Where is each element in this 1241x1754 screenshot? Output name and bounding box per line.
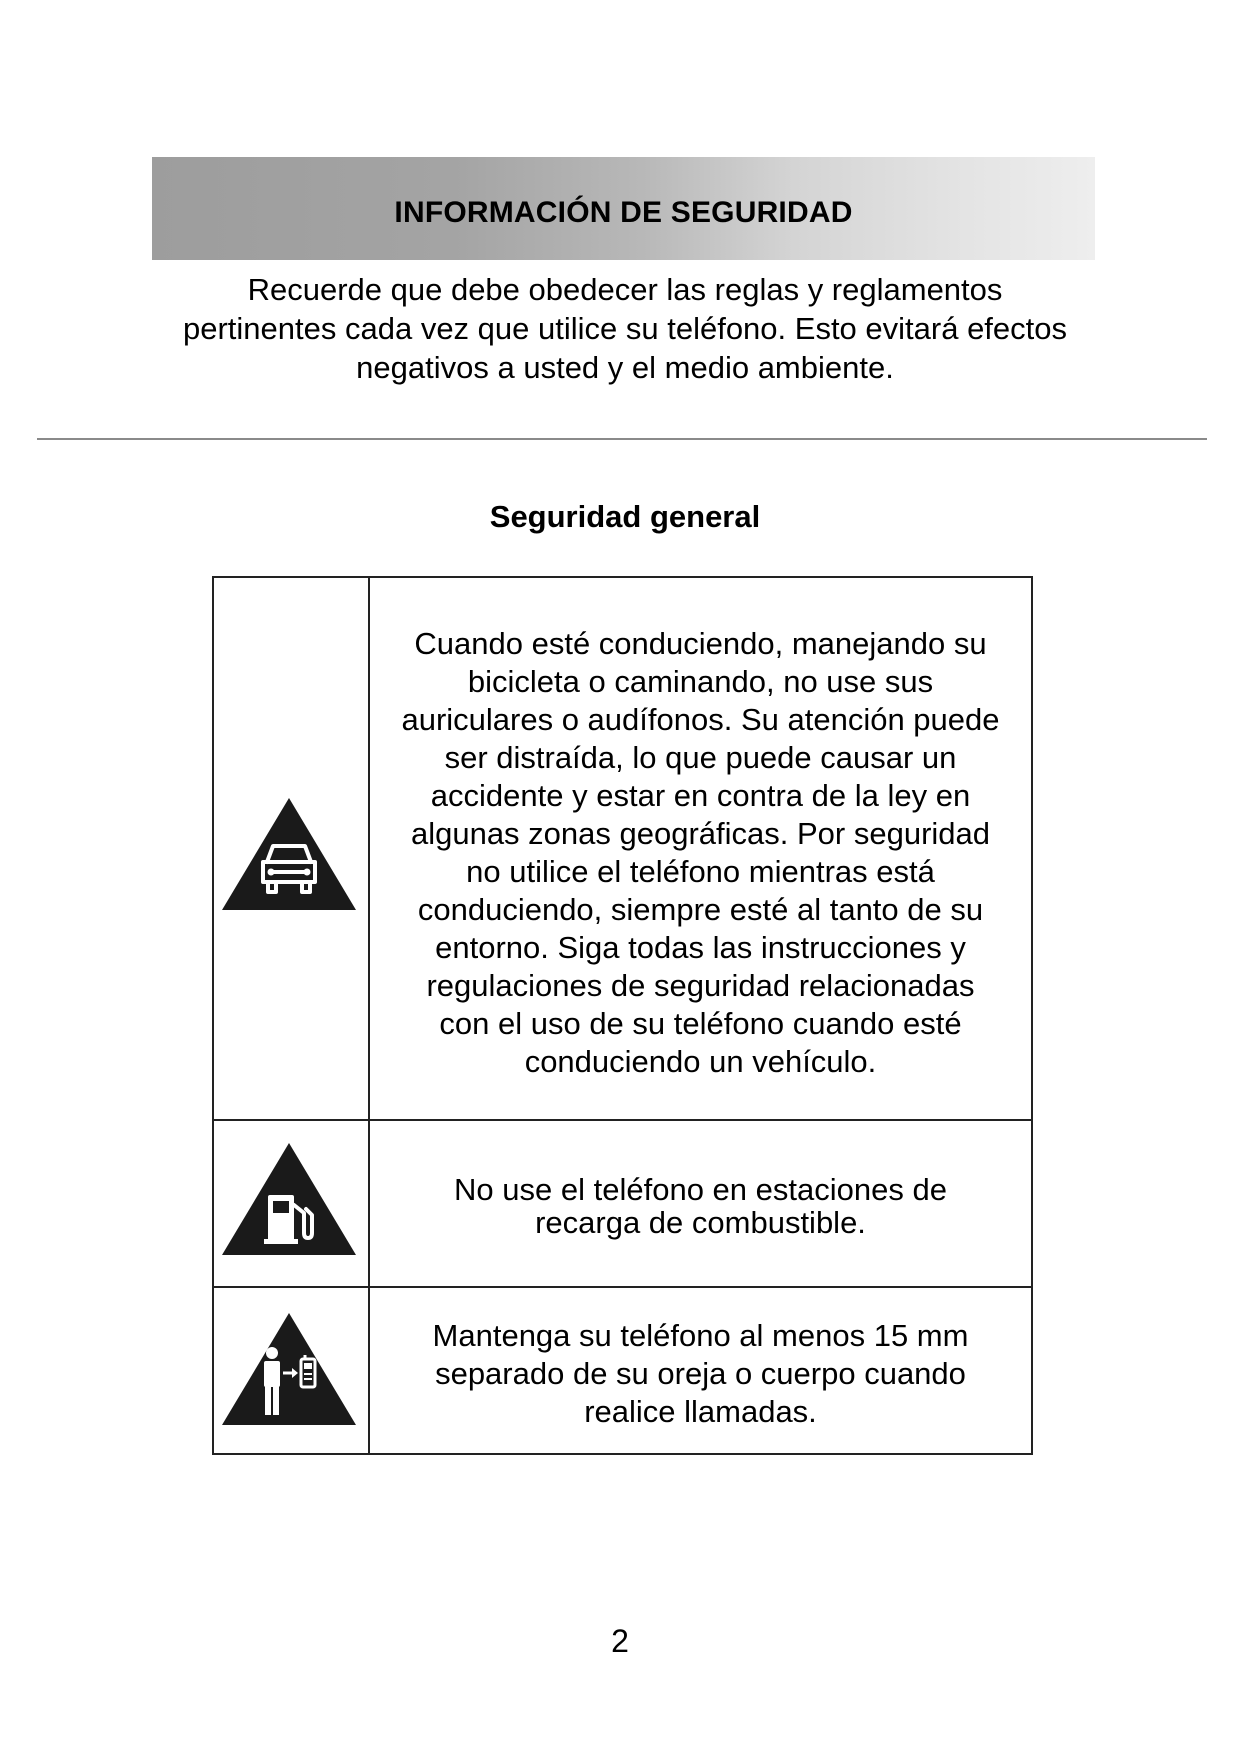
rule-text-line: regulaciones de seguridad relacionadas: [426, 968, 975, 1003]
rule-text: [370, 1121, 1031, 1286]
safety-table: [212, 576, 1033, 1455]
rule-text-line: Cuando esté conduciendo, manejando su: [414, 626, 987, 661]
rule-text-line: ser distraída, lo que puede causar un: [444, 740, 957, 775]
fuel-station-warning-icon: [220, 1141, 358, 1257]
rule-icon-cell: [214, 1121, 370, 1286]
rule-icon-cell: [214, 578, 370, 1119]
rule-text: [370, 578, 1031, 1119]
section-divider: [37, 438, 1207, 440]
body-distance-warning-icon: [220, 1311, 358, 1427]
rule-text-line: conduciendo un vehículo.: [524, 1044, 877, 1079]
rule-text-line: realice llamadas.: [584, 1394, 817, 1429]
rule-text-line: accidente y estar en contra de la ley en: [430, 778, 971, 813]
intro-paragraph: [130, 270, 1120, 387]
intro-line: pertinentes cada vez que utilice su teléfono. Esto evitará efectos: [182, 311, 1068, 346]
rule-text-line: auriculares o audífonos. Su atención puede: [401, 702, 1000, 737]
rule-text-line: no utilice el teléfono mientras está: [466, 854, 935, 889]
intro-line: Recuerde que debe obedecer las reglas y reglamentos: [247, 272, 1003, 307]
safety-rule-row: [214, 1121, 1031, 1288]
safety-rule-row: [214, 1288, 1031, 1453]
rule-text-line: bicicleta o caminando, no use sus: [467, 664, 934, 699]
rule-text-line: Mantenga su teléfono al menos 15 mm: [432, 1318, 969, 1353]
rule-icon-cell: [214, 1288, 370, 1453]
rule-text-line: No use el teléfono en estaciones de: [454, 1172, 947, 1207]
rule-text-line: algunas zonas geográficas. Por seguridad: [410, 816, 991, 851]
rule-text-line: con el uso de su teléfono cuando esté: [439, 1006, 962, 1041]
section-title: Seguridad general: [489, 499, 761, 534]
car-warning-icon: [220, 796, 358, 912]
rule-text: [370, 1288, 1031, 1453]
rule-text-line: separado de su oreja o cuerpo cuando: [435, 1356, 966, 1391]
safety-rule-row: [214, 578, 1031, 1121]
page-title: INFORMACIÓN DE SEGURIDAD: [394, 196, 853, 229]
rule-text-line: entorno. Siga todas las instrucciones y: [435, 930, 966, 965]
rule-text-line: conduciendo, siempre esté al tanto de su: [417, 892, 984, 927]
page-number: 2: [611, 1623, 629, 1659]
intro-line: negativos a usted y el medio ambiente.: [356, 350, 894, 385]
rule-text-line: recarga de combustible.: [535, 1205, 866, 1240]
